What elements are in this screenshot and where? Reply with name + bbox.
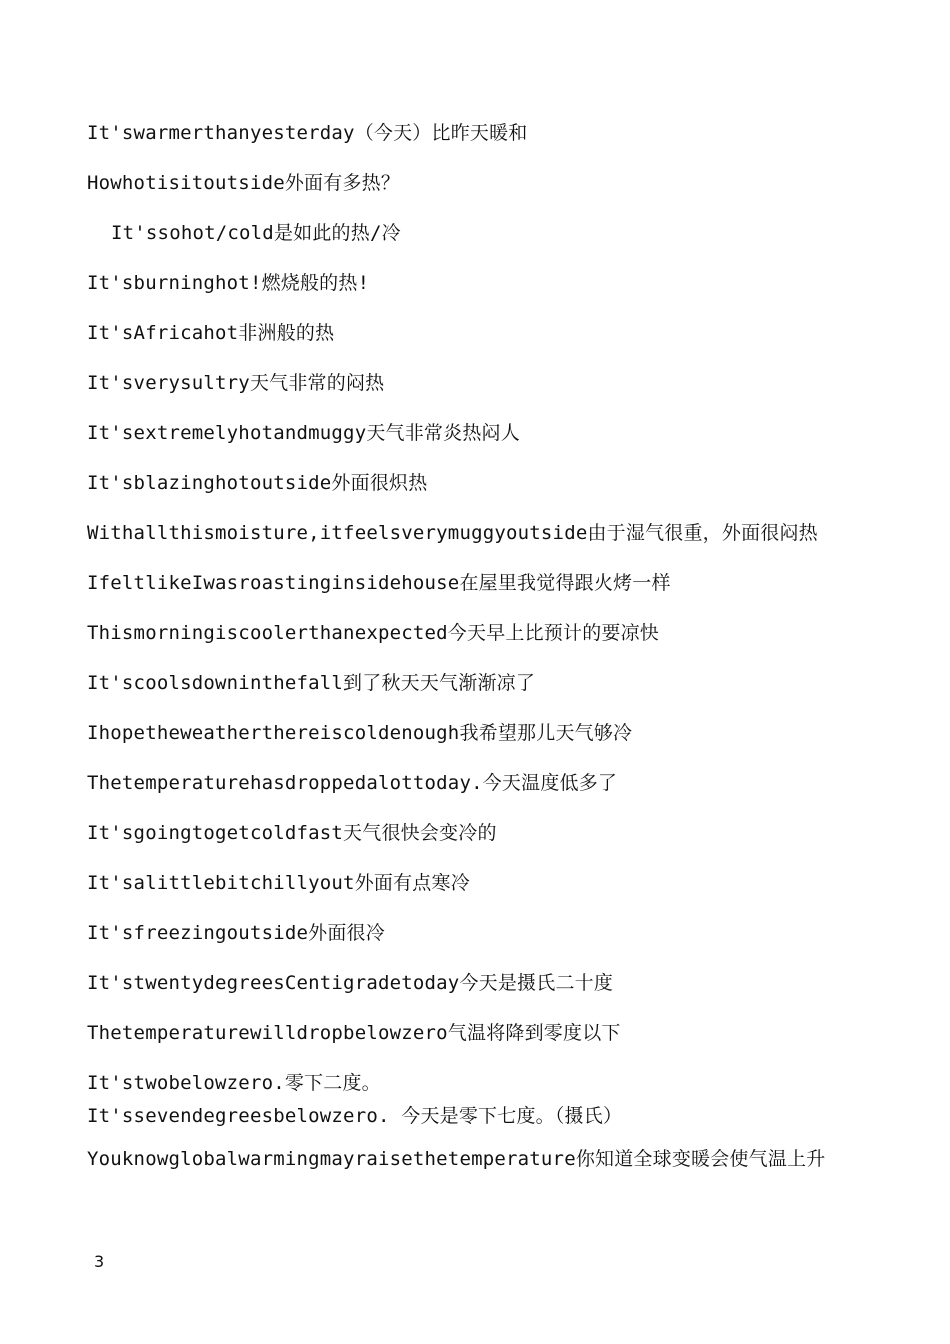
text-line: It'stwentydegreesCentigradetoday今天是摄氏二十度 xyxy=(87,972,614,994)
text-line: Howhotisitoutside外面有多热？ xyxy=(87,172,401,194)
page-number: 3 xyxy=(94,1252,105,1271)
text-line: It'ssohot/cold是如此的热/冷 xyxy=(111,222,401,244)
text-line: It'sgoingtogetcoldfast天气很快会变冷的 xyxy=(87,822,497,844)
text-line: It'sfreezingoutside外面很冷 xyxy=(87,922,385,944)
text-line: Thetemperaturehasdroppedalottoday.今天温度低多了 xyxy=(87,772,618,794)
text-line: It'sblazinghotoutside外面很炽热 xyxy=(87,472,428,494)
text-line: Thetemperaturewilldropbelowzero气温将降到零度以下 xyxy=(87,1022,621,1044)
text-line: It'sextremelyhotandmuggy天气非常炎热闷人 xyxy=(87,422,520,444)
text-line: Thismorningiscoolerthanexpected今天早上比预计的要凉快 xyxy=(87,622,660,644)
text-line: It'swarmerthanyesterday（今天）比昨天暖和 xyxy=(87,122,528,144)
text-line: Withallthismoisture,itfeelsverymuggyoutside由于湿气很重，外面很闷热 xyxy=(87,522,818,544)
text-line: It'stwobelowzero.零下二度。 xyxy=(87,1072,381,1094)
text-line: It'scoolsdowninthefall到了秋天天气渐渐凉了 xyxy=(87,672,536,694)
text-line: It'salittlebitchillyout外面有点寒冷 xyxy=(87,872,470,894)
text-line: It'sverysultry天气非常的闷热 xyxy=(87,372,385,394)
text-line: It'sburninghot!燃烧般的热! xyxy=(87,272,370,294)
text-line: IfeltlikeIwasroastinginsidehouse在屋里我觉得跟火烤一样 xyxy=(87,572,671,594)
text-line: Ihopetheweatherthereiscoldenough我希望那儿天气够冷 xyxy=(87,722,633,744)
text-line: It'sAfricahot非洲般的热 xyxy=(87,322,335,344)
text-line: It'ssevendegreesbelowzero. 今天是零下七度。（摄氏） xyxy=(87,1105,623,1127)
text-line: Youknowglobalwarmingmayraisethetemperature你知道全球变暖会使气温上升 xyxy=(87,1148,826,1170)
